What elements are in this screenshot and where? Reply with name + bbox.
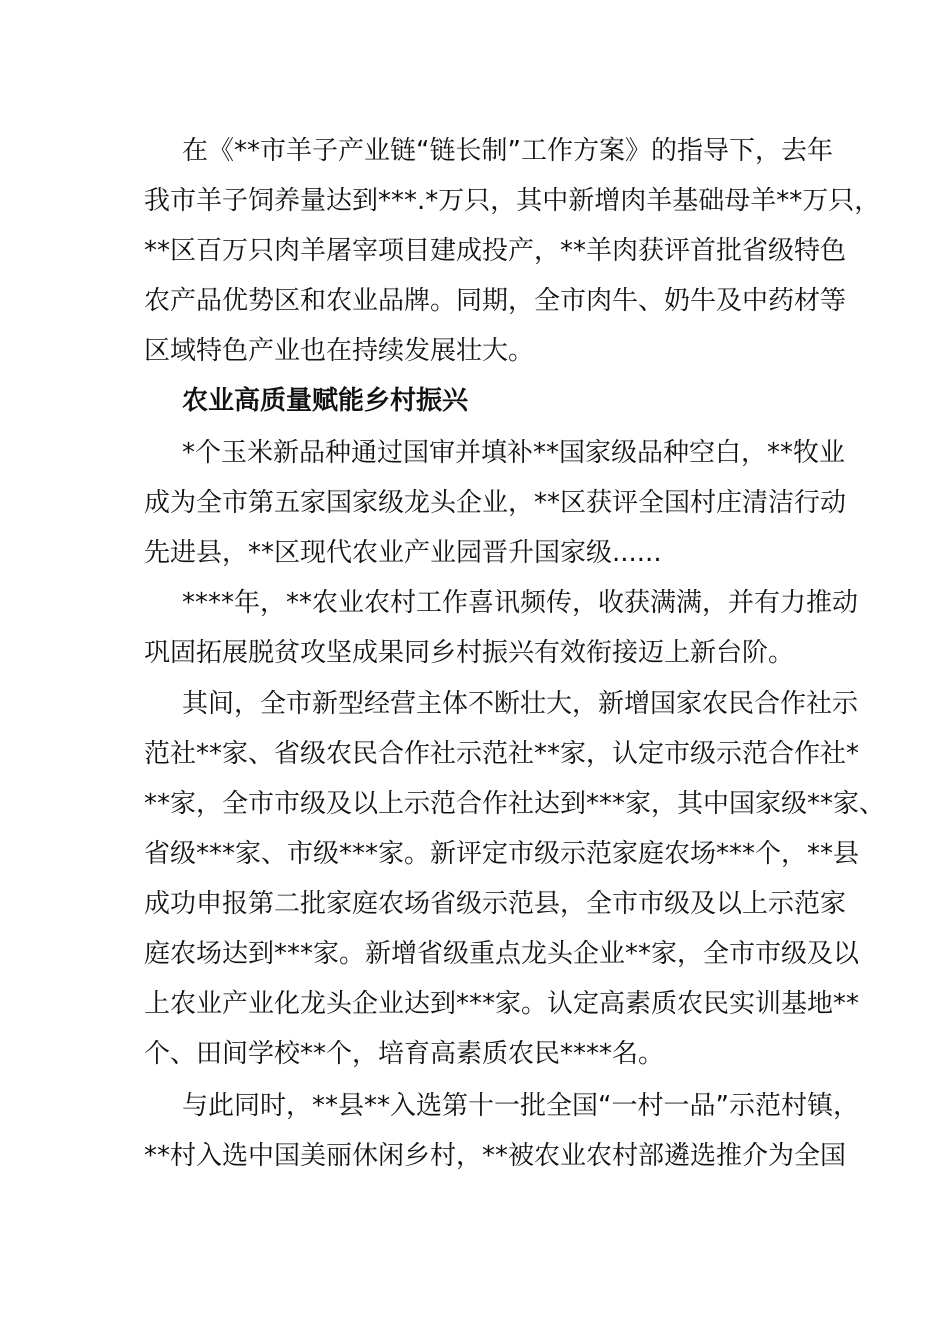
paragraph-line: 农产品优势区和农业品牌。同期，全市肉牛、奶牛及中药材等 bbox=[144, 286, 847, 316]
paragraph-line: 先进县，**区现代农业产业园晋升国家级...... bbox=[144, 538, 662, 568]
paragraph-line: *个玉米新品种通过国审并填补**国家级品种空白，**牧业 bbox=[182, 438, 846, 468]
paragraph-line: 成功申报第二批家庭农场省级示范县，全市市级及以上示范家 bbox=[144, 889, 847, 919]
paragraph-line: 省级***家、市级***家。新评定市级示范家庭农场***个，**县 bbox=[144, 839, 860, 869]
paragraph-line: 上农业产业化龙头企业达到***家。认定高素质农民实训基地** bbox=[144, 989, 860, 1019]
paragraph-line: 范社**家、省级农民合作社示范社**家，认定市级示范合作社* bbox=[144, 739, 860, 769]
paragraph-line: **家，全市市级及以上示范合作社达到***家，其中国家级**家、 bbox=[144, 789, 886, 819]
paragraph-line: 区域特色产业也在持续发展壮大。 bbox=[144, 336, 535, 366]
paragraph-line: ****年，**农业农村工作喜讯频传，收获满满，并有力推动 bbox=[182, 588, 859, 618]
paragraph-line: 我市羊子饲养量达到***.*万只，其中新增肉羊基础母羊**万只， bbox=[144, 186, 881, 216]
paragraph-line: 在《**市羊子产业链“链长制”工作方案》的指导下，去年 bbox=[182, 136, 833, 166]
section-heading: 农业高质量赋能乡村振兴 bbox=[182, 386, 469, 416]
paragraph-line: 个、田间学校**个，培育高素质农民****名。 bbox=[144, 1039, 665, 1069]
paragraph-line: **村入选中国美丽休闲乡村，**被农业农村部遴选推介为全国 bbox=[144, 1141, 847, 1171]
paragraph-line: 其间，全市新型经营主体不断壮大，新增国家农民合作社示 bbox=[182, 689, 859, 719]
paragraph-line: 庭农场达到***家。新增省级重点龙头企业**家，全市市级及以 bbox=[144, 939, 860, 969]
paragraph-line: 巩固拓展脱贫攻坚成果同乡村振兴有效衔接迈上新台阶。 bbox=[144, 638, 795, 668]
paragraph-line: 成为全市第五家国家级龙头企业，**区获评全国村庄清洁行动 bbox=[144, 488, 847, 518]
paragraph-line: **区百万只肉羊屠宰项目建成投产，**羊肉获评首批省级特色 bbox=[144, 236, 847, 266]
paragraph-line: 与此同时，**县**入选第十一批全国“一村一品”示范村镇， bbox=[182, 1091, 859, 1121]
